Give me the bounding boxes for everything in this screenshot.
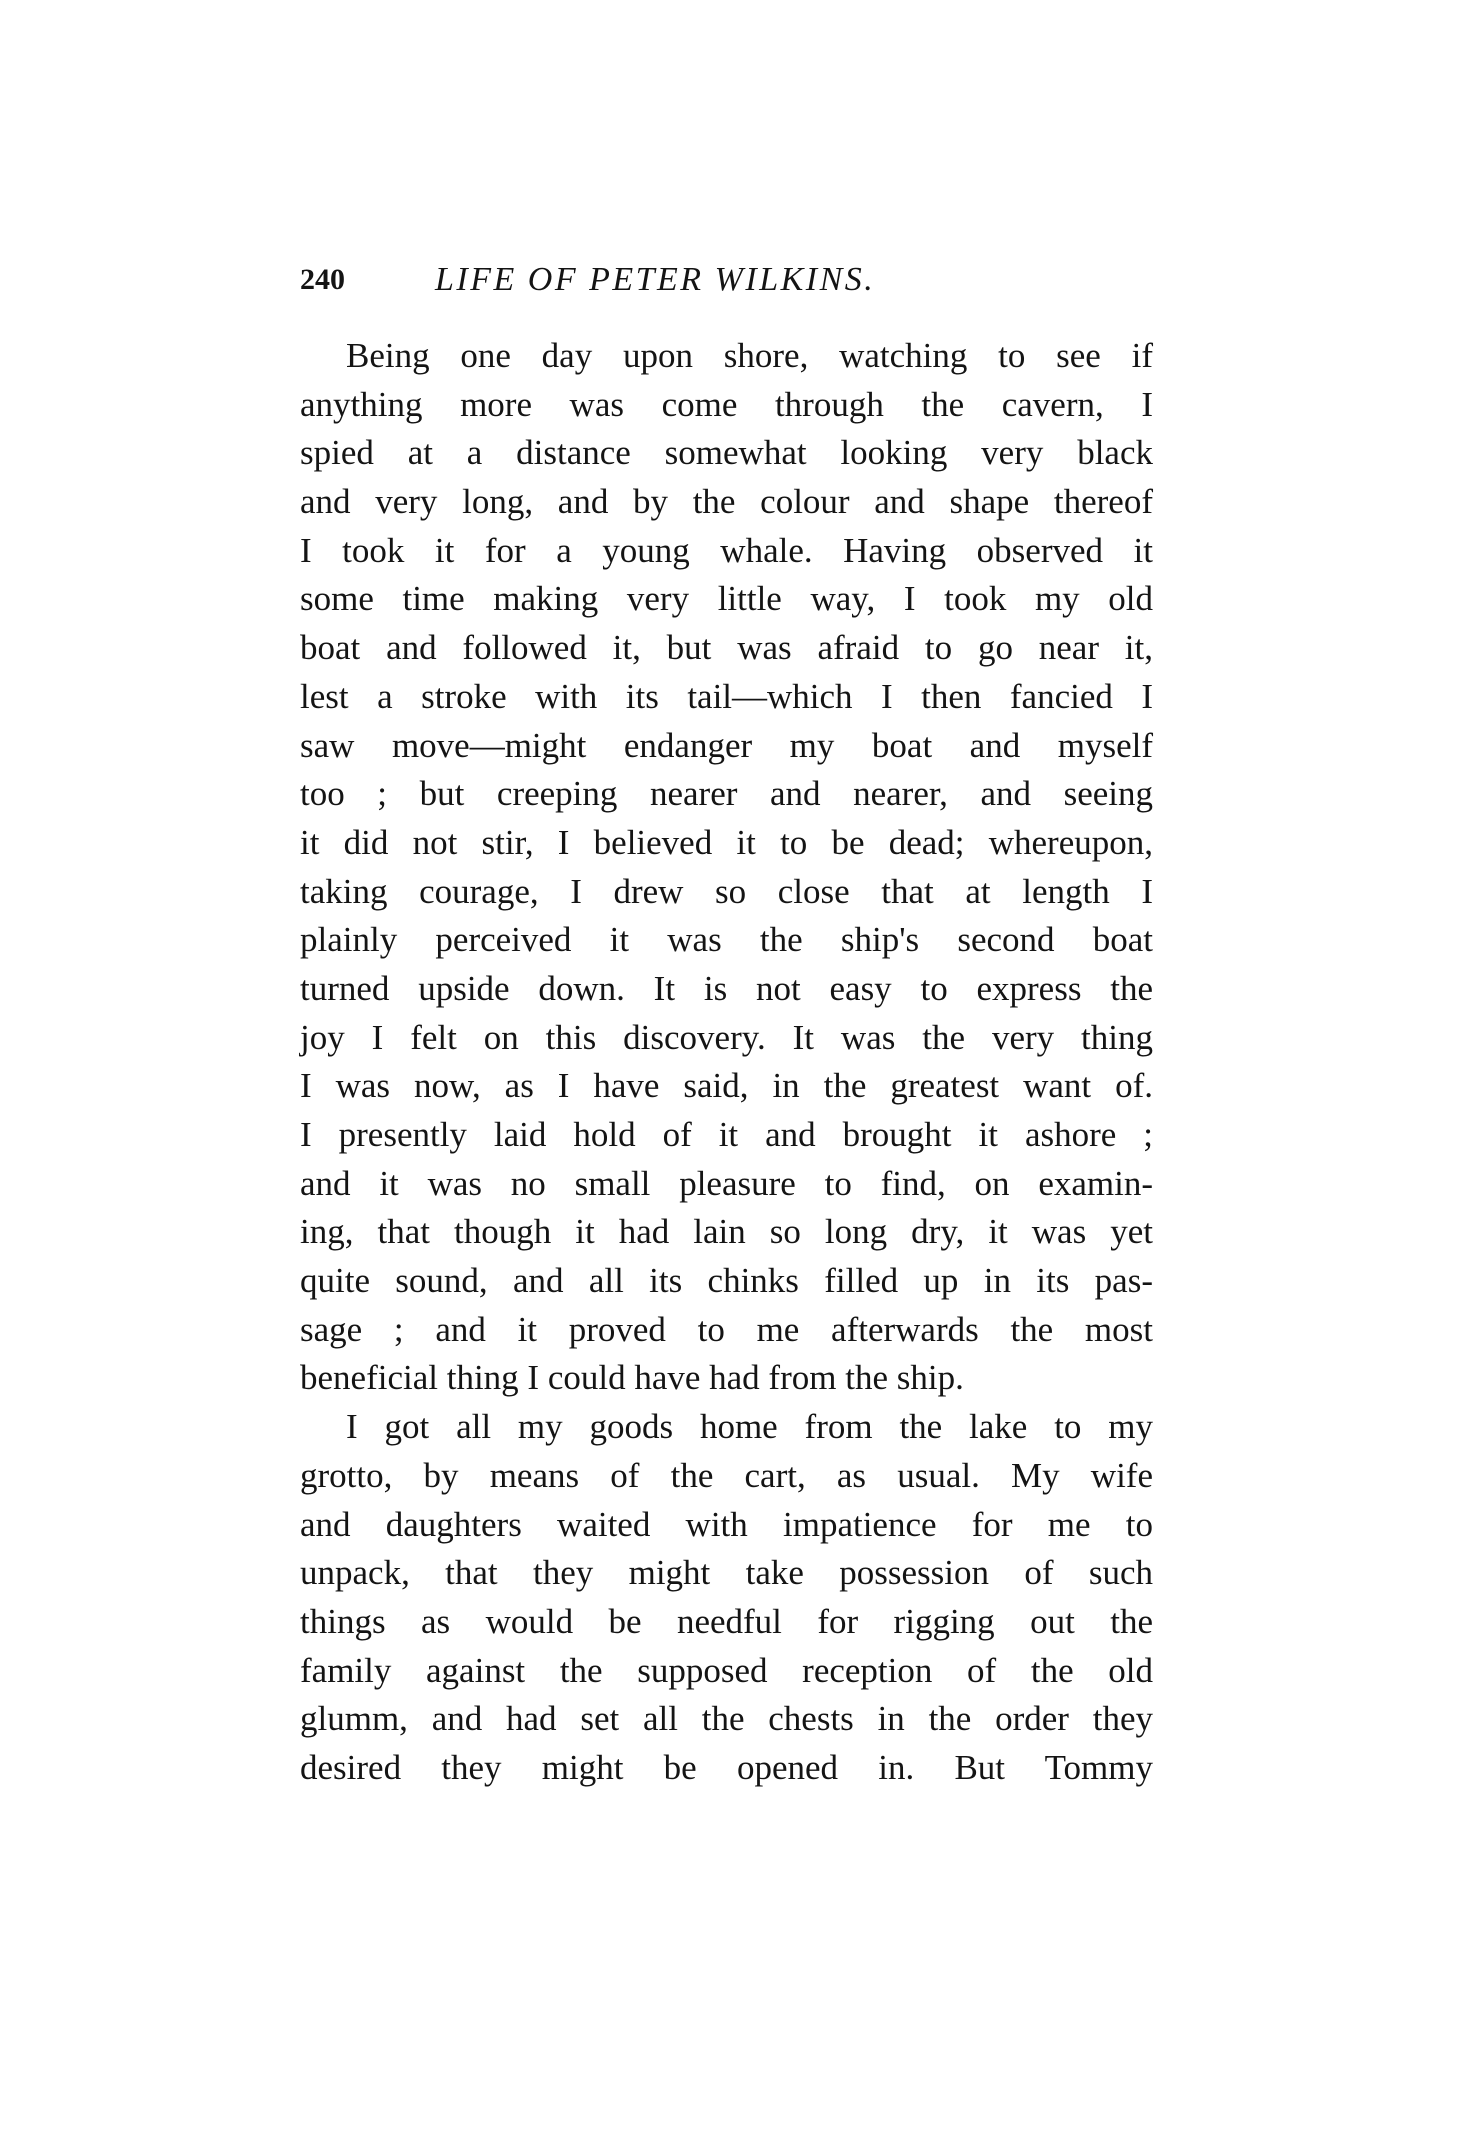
text-line: saw move—might endanger my boat and myself — [300, 725, 1153, 765]
text-line: anything more was come through the cavern, I — [300, 384, 1153, 424]
text-line: and very long, and by the colour and shape thereof — [300, 482, 1153, 522]
text-line: Being one day upon shore, watching to see if — [346, 336, 1153, 375]
text-line: things as would be needful for rigging out the — [300, 1601, 1153, 1641]
text-line: sage ; and it proved to me afterwards the most — [300, 1309, 1153, 1349]
text-line: lest a stroke with its tail—which I then fancied I — [300, 676, 1153, 716]
text-line: it did not stir, I believed it to be dead; whereupon, — [300, 822, 1153, 862]
text-line: I presently laid hold of it and brought it ashore ; — [300, 1115, 1153, 1154]
text-line: family against the supposed reception of the old — [300, 1650, 1153, 1690]
page-number: 240 — [300, 263, 345, 296]
text-line: spied at a distance somewhat looking very black — [300, 433, 1153, 473]
running-title: LIFE OF PETER WILKINS. — [435, 261, 876, 298]
text-line: plainly perceived it was the ship's second boat — [300, 920, 1153, 960]
text-line: turned upside down. It is not easy to express the — [300, 968, 1153, 1008]
text-line: quite sound, and all its chinks filled up in its pas- — [300, 1261, 1153, 1301]
text-line: I got all my goods home from the lake to my — [346, 1407, 1153, 1447]
text-line: grotto, by means of the cart, as usual. My wife — [300, 1455, 1153, 1495]
text-line: taking courage, I drew so close that at length I — [300, 871, 1153, 911]
text-line: desired they might be opened in. But Tommy — [300, 1747, 1153, 1787]
text-line: beneficial thing I could have had from the ship. — [300, 1358, 964, 1398]
text-line: glumm, and had set all the chests in the order they — [300, 1699, 1153, 1739]
text-line: I took it for a young whale. Having observed it — [300, 530, 1153, 570]
paragraph — [300, 332, 1153, 1403]
text-line: ing, that though it had lain so long dry, it was yet — [300, 1212, 1153, 1252]
text-line: I was now, as I have said, in the greatest want of. — [300, 1066, 1153, 1106]
text-line: boat and followed it, but was afraid to go near it, — [300, 628, 1153, 668]
body-text — [300, 332, 1153, 1793]
text-line: and it was no small pleasure to find, on examin- — [300, 1163, 1153, 1203]
text-line: too ; but creeping nearer and nearer, and seeing — [300, 774, 1153, 814]
text-line: unpack, that they might take possession of such — [300, 1553, 1153, 1593]
text-line: some time making very little way, I took my old — [300, 579, 1153, 619]
text-line: joy I felt on this discovery. It was the very thing — [300, 1017, 1153, 1057]
text-line: and daughters waited with impatience for me to — [300, 1504, 1153, 1544]
page-header — [300, 255, 1160, 305]
paragraph — [300, 1403, 1153, 1793]
